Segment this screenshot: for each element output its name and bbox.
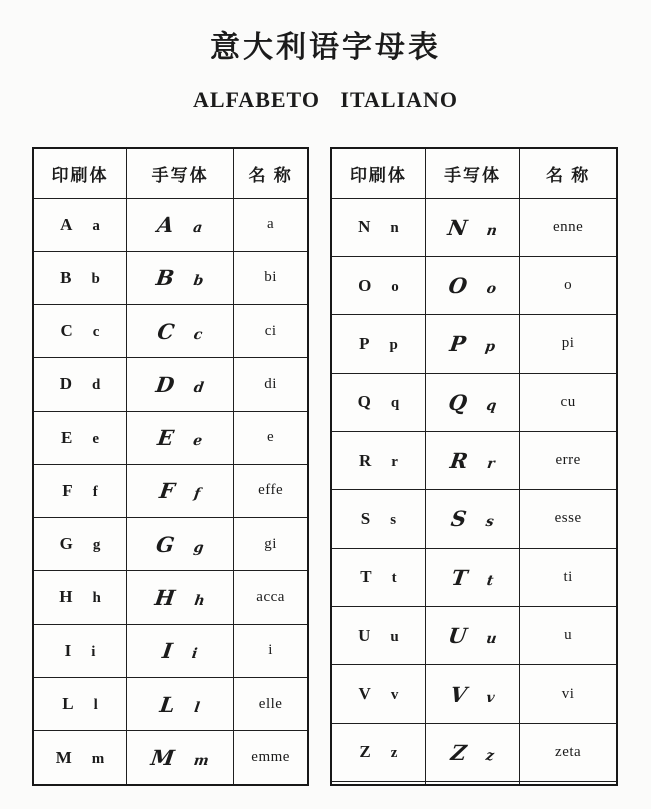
letter-lowercase: h <box>193 592 206 609</box>
print-form-cell <box>33 411 127 464</box>
letter-uppercase: B <box>60 267 72 287</box>
letter-lowercase: c <box>92 324 100 341</box>
print-form-cell <box>33 198 127 251</box>
table-row <box>33 571 308 624</box>
print-form-cell <box>331 548 425 606</box>
table-row <box>33 464 308 517</box>
letter-uppercase: H <box>153 584 177 610</box>
letter-uppercase: E <box>60 427 73 447</box>
letter-name-cell: esse <box>520 490 617 548</box>
letter-uppercase: C <box>155 318 176 344</box>
letter-uppercase: I <box>160 638 175 664</box>
letter-uppercase: V <box>448 681 469 707</box>
col-header-name: 名 称 <box>520 148 617 198</box>
letter-lowercase: s <box>484 514 495 531</box>
col-header-name: 名 称 <box>234 148 308 198</box>
letter-name-cell: erre <box>520 431 617 489</box>
letter-name-cell: enne <box>520 198 617 256</box>
letter-uppercase: U <box>446 623 469 649</box>
print-form-cell <box>331 315 425 373</box>
letter-lowercase: o <box>485 281 498 298</box>
print-form-cell <box>33 677 127 730</box>
letter-uppercase: O <box>446 273 469 299</box>
handwritten-form-cell <box>425 665 519 723</box>
handwritten-form-cell <box>127 731 234 785</box>
print-form-cell <box>33 464 127 517</box>
letter-uppercase: N <box>446 214 469 240</box>
print-form-cell <box>331 782 425 785</box>
letter-name-cell: effe <box>234 464 308 517</box>
letter-uppercase: A <box>60 214 73 234</box>
col-header-script: 手写体 <box>425 148 519 198</box>
print-form-cell <box>331 665 425 723</box>
letter-uppercase: D <box>59 374 72 394</box>
letter-lowercase: u <box>485 631 498 648</box>
handwritten-form-cell <box>425 490 519 548</box>
print-form-cell <box>33 571 127 624</box>
table-row <box>33 624 308 677</box>
header-row <box>331 148 617 198</box>
handwritten-form-cell <box>127 571 234 624</box>
letter-lowercase: l <box>93 697 98 714</box>
table-row <box>331 431 617 489</box>
letter-lowercase: d <box>192 379 205 396</box>
handwritten-form-cell <box>127 464 234 517</box>
handwritten-form-cell <box>425 373 519 431</box>
handwritten-form-cell <box>127 677 234 730</box>
print-form-cell <box>331 607 425 665</box>
letter-name-cell: i <box>234 624 308 677</box>
letter-name-cell: ci <box>234 305 308 358</box>
letter-lowercase: r <box>391 453 398 470</box>
table-row <box>33 518 308 571</box>
print-form-cell <box>331 490 425 548</box>
letter-lowercase: s <box>390 511 397 528</box>
table-row <box>331 373 617 431</box>
handwritten-form-cell <box>425 607 519 665</box>
letter-uppercase: S <box>449 506 468 532</box>
letter-lowercase: m <box>91 750 105 767</box>
table-row <box>33 198 308 251</box>
print-form-cell <box>331 198 425 256</box>
table-row <box>331 490 617 548</box>
letter-lowercase: z <box>390 745 398 762</box>
letter-uppercase: P <box>359 333 370 353</box>
table-row <box>33 358 308 411</box>
letter-uppercase: T <box>360 567 372 587</box>
letter-name-cell: ti <box>520 548 617 606</box>
letter-uppercase: Q <box>357 392 371 412</box>
print-form-cell <box>33 305 127 358</box>
letter-name-cell: u <box>520 607 617 665</box>
alphabet-table-left <box>32 147 309 786</box>
letter-uppercase: P <box>448 331 468 357</box>
letter-name-cell: zeta <box>520 723 617 781</box>
letter-uppercase: T <box>449 564 469 590</box>
letter-name-cell: o <box>520 256 617 314</box>
print-form-cell <box>331 431 425 489</box>
letter-uppercase: L <box>158 691 177 717</box>
col-header-script: 手写体 <box>127 148 234 198</box>
letter-uppercase: N <box>358 217 371 237</box>
letter-name-cell: vi <box>520 665 617 723</box>
letter-uppercase: H <box>59 587 73 607</box>
header-row <box>33 148 308 198</box>
letter-uppercase: O <box>358 275 372 295</box>
letter-lowercase: r <box>485 456 496 473</box>
handwritten-form-cell <box>425 782 519 785</box>
col-header-print: 印刷体 <box>331 148 425 198</box>
print-form-cell <box>331 256 425 314</box>
letter-uppercase: Z <box>359 742 371 762</box>
letter-lowercase: g <box>92 537 101 554</box>
handwritten-form-cell <box>425 548 519 606</box>
letter-lowercase: t <box>485 572 495 589</box>
handwritten-form-cell <box>425 315 519 373</box>
page-title-italian: ALFABETO ITALIANO <box>192 87 459 112</box>
table-row <box>33 305 308 358</box>
letter-uppercase: G <box>154 531 176 557</box>
handwritten-form-cell <box>127 358 234 411</box>
print-form-cell <box>33 251 127 304</box>
letter-uppercase: E <box>155 425 176 451</box>
letter-lowercase: i <box>91 643 96 660</box>
handwritten-form-cell <box>425 723 519 781</box>
handwritten-form-cell <box>425 198 519 256</box>
print-form-cell <box>33 731 127 785</box>
letter-name-cell: gi <box>234 518 308 571</box>
letter-uppercase: R <box>358 450 372 470</box>
handwritten-form-cell <box>425 431 519 489</box>
table-row <box>331 607 617 665</box>
letter-lowercase: v <box>485 689 496 706</box>
table-row <box>331 548 617 606</box>
letter-lowercase: a <box>192 220 204 237</box>
letter-lowercase: u <box>390 628 399 645</box>
handwritten-form-cell <box>127 411 234 464</box>
letter-name-cell: emme <box>234 731 308 785</box>
handwritten-form-cell <box>127 305 234 358</box>
letter-lowercase: b <box>192 273 205 290</box>
letter-uppercase: U <box>358 625 371 645</box>
letter-lowercase: e <box>192 433 204 450</box>
table-row <box>331 315 617 373</box>
letter-lowercase: l <box>193 699 201 716</box>
letter-name-cell: cu <box>520 373 617 431</box>
print-form-cell <box>331 373 425 431</box>
table-row <box>331 198 617 256</box>
letter-lowercase: g <box>192 539 205 556</box>
letter-lowercase: a <box>92 217 100 234</box>
letter-name-cell: di <box>234 358 308 411</box>
table-row <box>33 251 308 304</box>
letter-uppercase: C <box>60 321 73 341</box>
letter-lowercase: f <box>192 486 202 503</box>
table-row <box>331 256 617 314</box>
table-row <box>331 782 617 785</box>
print-form-cell <box>33 624 127 677</box>
letter-lowercase: d <box>91 377 101 394</box>
letter-lowercase: n <box>390 220 399 237</box>
letter-lowercase: b <box>91 270 100 287</box>
letter-lowercase: f <box>92 483 98 500</box>
letter-lowercase: v <box>390 687 399 704</box>
handwritten-form-cell <box>127 624 234 677</box>
letter-lowercase: t <box>391 570 397 587</box>
letter-uppercase: V <box>358 684 371 704</box>
table-row <box>33 731 308 785</box>
table-row <box>331 665 617 723</box>
col-header-print: 印刷体 <box>33 148 127 198</box>
letter-uppercase: F <box>157 478 177 504</box>
letter-uppercase: M <box>55 747 72 767</box>
letter-lowercase: z <box>484 747 495 764</box>
alphabet-table-right <box>330 147 618 786</box>
table-row <box>331 723 617 781</box>
print-form-cell <box>33 518 127 571</box>
letter-uppercase: B <box>154 265 176 291</box>
letter-uppercase: I <box>64 640 72 660</box>
letter-lowercase: h <box>92 590 101 607</box>
letter-uppercase: G <box>59 534 73 554</box>
letter-name-cell: elle <box>234 677 308 730</box>
letter-uppercase: F <box>62 480 73 500</box>
handwritten-form-cell <box>127 518 234 571</box>
letter-uppercase: R <box>448 448 470 474</box>
letter-lowercase: p <box>483 339 496 356</box>
letter-uppercase: D <box>154 371 177 397</box>
letter-name-cell: a <box>234 198 308 251</box>
table-row <box>33 677 308 730</box>
letter-lowercase: n <box>485 222 498 239</box>
letter-uppercase: M <box>149 745 177 771</box>
print-form-cell <box>331 723 425 781</box>
letter-name-cell <box>520 782 617 785</box>
letter-lowercase: e <box>92 430 99 447</box>
letter-name-cell: acca <box>234 571 308 624</box>
letter-lowercase: q <box>390 395 400 412</box>
letter-lowercase: i <box>190 646 199 663</box>
letter-uppercase: Z <box>449 739 469 765</box>
letter-lowercase: o <box>391 278 399 295</box>
letter-uppercase: S <box>360 508 371 528</box>
letter-uppercase: L <box>62 694 74 714</box>
letter-lowercase: c <box>192 326 204 343</box>
letter-uppercase: A <box>155 212 176 238</box>
letter-uppercase: Q <box>446 389 469 415</box>
letter-lowercase: m <box>192 753 210 770</box>
print-form-cell <box>33 358 127 411</box>
letter-name-cell: pi <box>520 315 617 373</box>
letter-lowercase: p <box>389 336 398 353</box>
letter-name-cell: e <box>234 411 308 464</box>
handwritten-form-cell <box>127 251 234 304</box>
handwritten-form-cell <box>425 256 519 314</box>
page-title-chinese: 意大利语字母表 <box>210 31 441 64</box>
handwritten-form-cell <box>127 198 234 251</box>
table-row <box>33 411 308 464</box>
letter-name-cell: bi <box>234 251 308 304</box>
letter-lowercase: q <box>485 397 498 414</box>
